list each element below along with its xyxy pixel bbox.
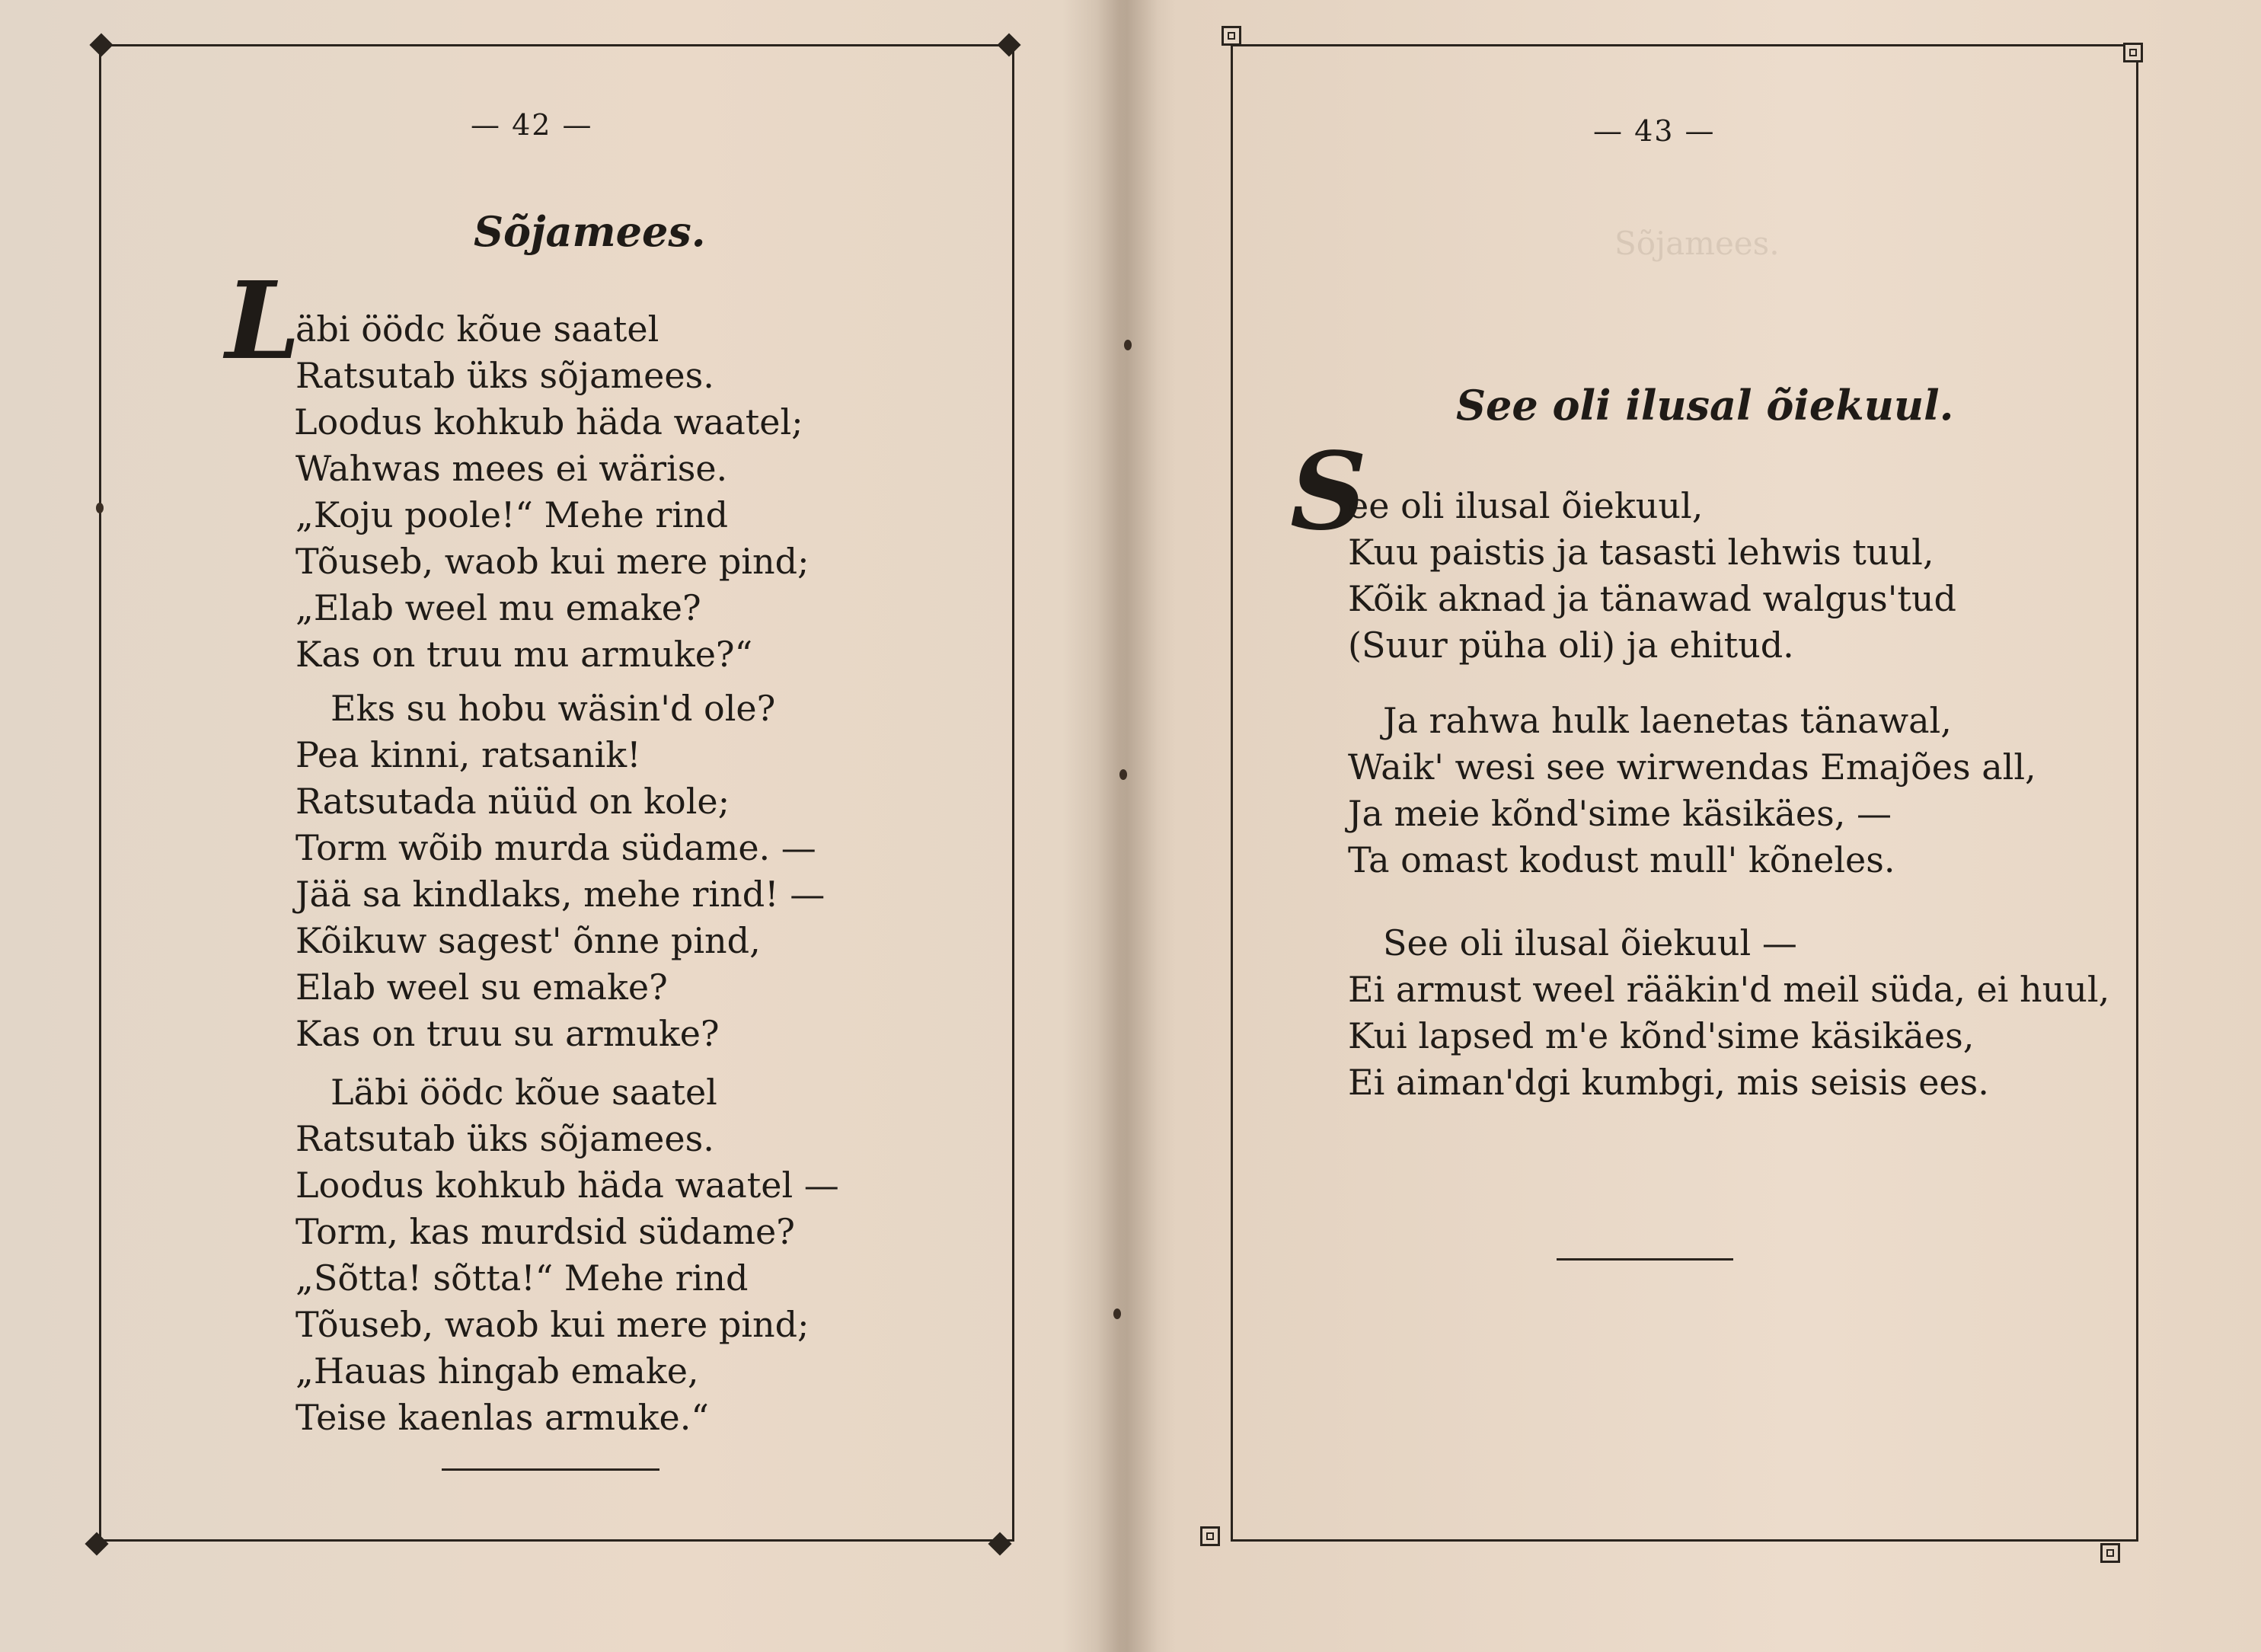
binding-mark (96, 503, 104, 513)
verse-line: „Koju poole!“ Mehe rind (295, 494, 729, 535)
verse-line: Kas on truu su armuke? (295, 1013, 720, 1054)
verse-line: Ratsutab üks sõjamees. (295, 355, 714, 396)
verse-line: Ja meie kõnd'sime käsikäes, — (1348, 793, 1892, 834)
corner-ornament-icon (2123, 43, 2143, 62)
verse-line: Kuu paistis ja tasasti lehwis tuul, (1348, 532, 1934, 573)
verse-line: ee oli ilusal õiekuul, (1348, 485, 1704, 526)
verse-line: Ei aiman'dgi kumbgi, mis seisis ees. (1348, 1062, 1989, 1103)
verse-line: Kõikuw sagest' õnne pind, (295, 920, 761, 961)
verse-line: Jää sa kindlaks, mehe rind! — (295, 874, 826, 915)
verse-line: äbi öödc kõue saatel (295, 308, 659, 350)
verse-line: Eks su hobu wäsin'd ole? (331, 688, 776, 729)
verse-line: Ta omast kodust mull' kõneles. (1348, 839, 1895, 880)
verse-line: Läbi öödc kõue saatel (331, 1072, 717, 1113)
verse-line: Torm wõib murda südame. — (295, 827, 816, 868)
binding-mark (1124, 340, 1132, 350)
verse-line: Kui lapsed m'e kõnd'sime käsikäes, (1348, 1015, 1975, 1056)
drop-cap-right: S (1290, 430, 1368, 554)
stanza-right-2 (1348, 698, 2036, 884)
verse-line: Ei armust weel rääkin'd meil süda, ei huul, (1348, 969, 2110, 1010)
verse-line: Loodus kohkub häda waatel; (294, 401, 803, 443)
corner-ornament-icon (1222, 26, 1241, 46)
end-rule-left (442, 1468, 659, 1471)
verse-line: Torm, kas murdsid südame? (295, 1211, 795, 1252)
verse-line: Wahwas mees ei wärise. (295, 448, 728, 489)
stanza-right-1 (1348, 483, 1956, 669)
verse-line: Loodus kohkub häda waatel — (295, 1165, 839, 1206)
verse-line: Tõuseb, waob kui mere pind; (295, 1304, 810, 1345)
corner-ornament-icon (1200, 1526, 1220, 1546)
corner-ornament-icon (2100, 1543, 2120, 1563)
stanza-left-3 (295, 1069, 839, 1441)
verse-line: „Hauas hingab emake, (295, 1350, 699, 1392)
verse-line: Kõik aknad ja tänawad walgus'tud (1348, 578, 1956, 619)
verse-line: Ja rahwa hulk laenetas tänawal, (1383, 700, 1952, 741)
stanza-right-3 (1348, 920, 2109, 1106)
verse-line: Tõuseb, waob kui mere pind; (295, 541, 810, 582)
end-rule-right (1557, 1258, 1733, 1261)
stanza-left-1 (295, 306, 810, 678)
verse-line: Elab weel su emake? (295, 967, 668, 1008)
page-number-left: — 42 — (471, 108, 593, 142)
poem-title-right: See oli ilusal õiekuul. (1456, 381, 1954, 430)
verse-line: Ratsutab üks sõjamees. (295, 1118, 714, 1159)
verse-line: Teise kaenlas armuke.“ (295, 1397, 709, 1438)
binding-mark (1119, 769, 1127, 780)
verse-line: Waik' wesi see wirwendas Emajões all, (1348, 746, 2036, 788)
stanza-left-2 (295, 685, 825, 1057)
verse-line: (Suur püha oli) ja ehitud. (1348, 625, 1794, 666)
drop-cap-left: L (225, 259, 301, 384)
verse-line: Kas on truu mu armuke?“ (295, 634, 753, 675)
verse-line: „Elab weel mu emake? (295, 587, 701, 628)
poem-title-left: Sõjamees. (474, 207, 706, 256)
verse-line: See oli ilusal õiekuul — (1383, 922, 1797, 963)
book-spine (1097, 0, 1158, 1652)
page-number-right: — 43 — (1593, 114, 1716, 148)
verse-line: Pea kinni, ratsanik! (295, 734, 641, 775)
verse-line: „Sõtta! sõtta!“ Mehe rind (295, 1257, 749, 1299)
verse-line: Ratsutada nüüd on kole; (295, 781, 730, 822)
binding-mark (1113, 1308, 1121, 1319)
bleed-through-text: Sõjamees. (1614, 225, 1780, 262)
